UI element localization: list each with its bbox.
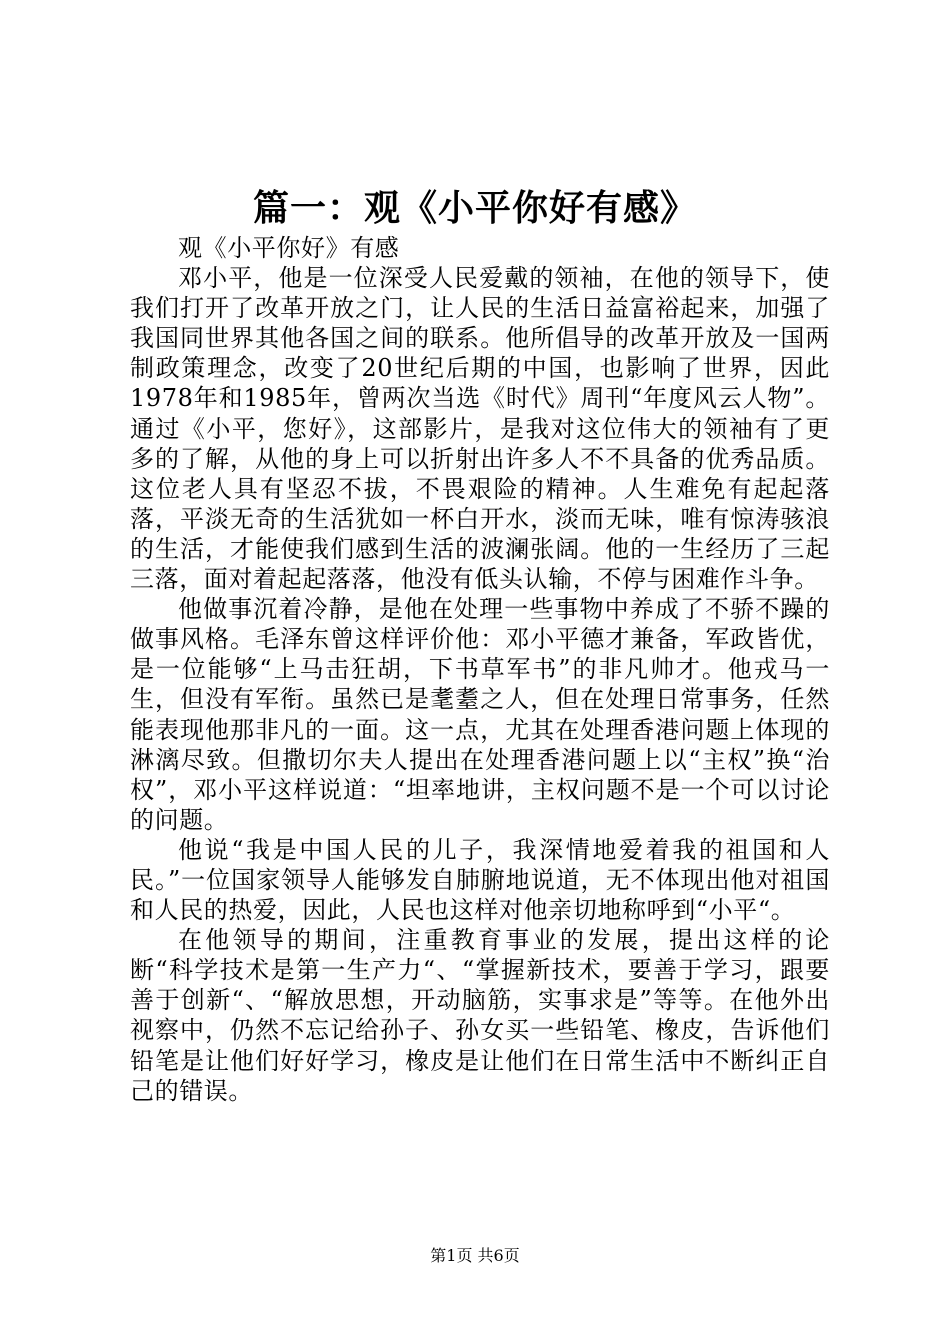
- paragraph: 他说“我是中国人民的儿子，我深情地爱着我的祖国和人民。”一位国家领导人能够发自肺腑地说道，无不体现出他对祖国和人民的热爱，因此，人民也这样对他亲切地称呼到“小平“。: [130, 835, 830, 925]
- paragraph: 他做事沉着冷静，是他在处理一些事物中养成了不骄不躁的做事风格。毛泽东曾这样评价他：邓小平德才兼备，军政皆优，是一位能够“上马击狂胡，下书草军书”的非凡帅才。他戎马一生，但没有军衔。虽然已是耄耋之人，但在处理日常事务，任然能表现他那非凡的一面。这一点，尤其在处理香港问题上体现的淋漓尽致。但撒切尔夫人提出在处理香港问题上以“主权”换“治权”，邓小平这样说道：“坦率地讲，主权问题不是一个可以讨论的问题。: [130, 595, 830, 834]
- paragraph: 在他领导的期间，注重教育事业的发展，提出这样的论断“科学技术是第一生产力“、“掌握新技术，要善于学习，跟要善于创新“、“解放思想，开动脑筋，实事求是”等等。在他外出视察中，仍然不忘记给孙子、孙女买一些铅笔、橡皮，告诉他们铅笔是让他们好好学习，橡皮是让他们在日常生活中不断纠正自己的错误。: [130, 926, 830, 1105]
- page-footer: 第1页 共6页: [430, 1246, 520, 1265]
- paragraph-subtitle: 观《小平你好》有感: [178, 234, 400, 262]
- paragraph: 邓小平，他是一位深受人民爱戴的领袖，在他的领导下，使我们打开了改革开放之门，让人民的生活日益富裕起来，加强了我国同世界其他各国之间的联系。他所倡导的改革开放及一国两制政策理念，改变了20世纪后期的中国，也影响了世界，因此1978年和1985年，曾两次当选《时代》周刊“年度风云人物”。通过《小平，您好》，这部影片，是我对这位伟大的领袖有了更多的了解，从他的身上可以折射出许多人不不具备的优秀品质。这位老人具有坚忍不拔，不畏艰险的精神。人生难免有起起落落，平淡无奇的生活犹如一杯白开水，淡而无味，唯有惊涛骇浪的生活，才能使我们感到生活的波澜张阔。他的一生经历了三起三落，面对着起起落落，他没有低头认输，不停与困难作斗争。: [130, 264, 830, 594]
- document-body: [130, 233, 830, 1106]
- document-title: 篇一：观《小平你好有感》: [252, 187, 697, 229]
